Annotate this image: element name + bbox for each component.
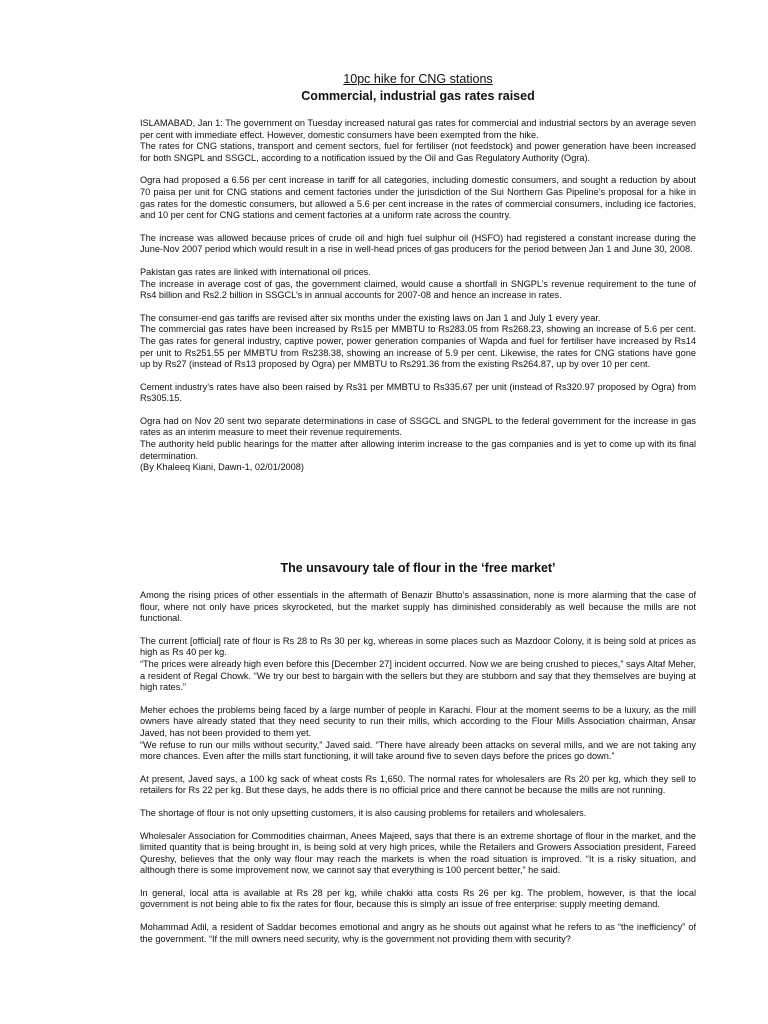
- paragraph: [140, 636, 696, 694]
- paragraph-line: Ogra had on Nov 20 sent two separate determinations in case of SSGCL and SNGPL to the federal government for the increase in gas rates as an interim measure to meet their revenue requirements.: [140, 415, 696, 438]
- paragraph: [140, 705, 696, 763]
- paragraph: [140, 922, 696, 945]
- paragraph-line: Mohammad Adil, a resident of Saddar becomes emotional and angry as he shouts out against what he refers to as “the inefficiency” of the government. “If the mill owners need security, why is the government not providing them with security?: [140, 922, 696, 944]
- article-headline: Commercial, industrial gas rates raised: [301, 89, 535, 103]
- paragraph-line: Meher echoes the problems being faced by a large number of people in Karachi. Flour at the moment seems to be a luxury, as the mill owners have already stated that they need security to run their mills, which according to the Flour Mills Association chairman, Ansar Javed, has not been provided to them yet.: [140, 704, 696, 738]
- paragraph: [140, 808, 696, 820]
- paragraph-line: Ogra had proposed a 6.56 per cent increase in tariff for all categories, including domestic consumers, and sought a reduction by about 70 paisa per unit for CNG stations and cement factories under the jurisdiction of the Sui Northern Gas Pipeline’s proposal for a hike in gas rates for the domestic consumers, but allowed a 5.6 per cent increase in the rates of commercial consumers, including ice factories, and 10 per cent for CNG stations and cement factories at a uniform rate across the country.: [140, 175, 696, 221]
- paragraph-line: The increase in average cost of gas, the government claimed, would cause a shortfall in SNGPL’s revenue requirement to the tune of Rs4 billion and Rs2.2 billion in SSGCL’s in annual accounts for 2007-08 and hence an increase in rates.: [140, 278, 696, 301]
- paragraph-line: The consumer-end gas tariffs are revised after six months under the existing laws on Jan 1 and July 1 every year.: [140, 312, 601, 323]
- paragraph: [140, 774, 696, 797]
- paragraph-line: “We refuse to run our mills without security,” Javed said. “There have already been attacks on several mills, and we are not taking any more chances. Even after the mills start functioning, it will take around five to seven days before the prices go down.”: [140, 739, 696, 762]
- article-body: [140, 118, 696, 474]
- paragraph-line: Wholesaler Association for Commodities chairman, Anees Majeed, says that there is an extreme shortage of flour in the market, and the limited quantity that is being brought in, is being sold at very high prices, while the Retailers and Growers Association president, Fareed Qureshy, believes that the only way flour may reach the markets is when the road situation is improved. “It is a risky situation, and although there is some improvement now, we cannot say that everything is 100 percent better,” he said.: [140, 830, 696, 876]
- article-body: [140, 590, 696, 945]
- paragraph-line: Pakistan gas rates are linked with international oil prices.: [140, 266, 371, 277]
- article-flour: [140, 561, 696, 956]
- article-headline: The unsavoury tale of flour in the ‘free market’: [280, 561, 556, 575]
- paragraph-line: ISLAMABAD, Jan 1: The government on Tuesday increased natural gas rates for commercial and industrial sectors by an average seven per cent with immediate effect. However, domestic consumers have been exempted from the hike.: [140, 118, 696, 140]
- paragraph: [140, 888, 696, 911]
- paragraph: [140, 831, 696, 877]
- paragraph-line: At present, Javed says, a 100 kg sack of wheat costs Rs 1,650. The normal rates for wholesalers are Rs 20 per kg, which they sell to retailers for Rs 22 per kg. But these days, he adds there is no official price and there cannot be because the mills are not running.: [140, 773, 696, 796]
- paragraph: [140, 175, 696, 221]
- paragraph: [140, 267, 696, 302]
- paragraph-line: In general, local atta is available at Rs 28 per kg, while chakki atta costs Rs 26 per kg. The problem, however, is that the local government is not being able to fix the rates for flour, because this is simply an issue of free enterprise: supply meeting demand.: [140, 887, 696, 910]
- paragraph-line: The rates for CNG stations, transport and cement sectors, fuel for fertiliser (not feedstock) and power generation have been increased for both SNGPL and SSGCL, according to a notification issued by the Oil and Gas Regulatory Authority (Ogra).: [140, 141, 696, 163]
- paragraph-line: (By Khaleeq Kiani, Dawn-1, 02/01/2008): [140, 462, 304, 473]
- paragraph-line: Among the rising prices of other essentials in the aftermath of Benazir Bhutto’s assassination, none is more alarming that the case of flour, where not only have prices skyrocketed, but the market supply has diminished considerably as well because the mills are not functional.: [140, 590, 696, 624]
- paragraph-line: The shortage of flour is not only upsetting customers, it is also causing problems for retailers and wholesalers.: [140, 807, 587, 818]
- paragraph: [140, 382, 696, 405]
- paragraph: [140, 233, 696, 256]
- paragraph-line: “The prices were already high even before this [December 27] incident occurred. Now we are being crushed to pieces,” says Altaf Meher, a resident of Regal Chowk. “We try our best to bargain with the sellers but they are stubborn and say that they themselves are buying at high rates.”: [140, 658, 696, 693]
- paragraph-line: Cement industry’s rates have also been raised by Rs31 per MMBTU to Rs335.67 per unit (instead of Rs320.97 proposed by Ogra) from Rs305.15.: [140, 381, 696, 404]
- article-gas-rates: [140, 72, 696, 485]
- paragraph: [140, 590, 696, 625]
- paragraph-line: The authority held public hearings for the matter after allowing interim increase to the gas companies and is yet to come up with its final determination.: [140, 439, 696, 461]
- paragraph-line: The commercial gas rates have been increased by Rs15 per MMBTU to Rs283.05 from Rs268.23, showing an increase of 5.6 per cent. The gas rates for general industry, captive power, power generation companies of Wapda and fuel for fertiliser have increased by Rs14 per unit to Rs251.55 per MMBTU from Rs238.38, showing an increase of 5.9 per cent. Likewise, the rates for CNG stations have gone up by Rs27 (instead of Rs13 proposed by Ogra) per MMBTU to Rs291.36 from the existing Rs264.87, up by over 10 per cent.: [140, 324, 696, 370]
- paragraph-line: The current [official] rate of flour is Rs 28 to Rs 30 per kg, whereas in some places such as Mazdoor Colony, it is being sold at prices as high as Rs 40 per kg.: [140, 635, 696, 658]
- paragraph: [140, 416, 696, 474]
- paragraph: [140, 313, 696, 371]
- paragraph: [140, 118, 696, 164]
- paragraph-line: The increase was allowed because prices of crude oil and high fuel sulphur oil (HSFO) had registered a constant increase during the June-Nov 2007 period which would result in a rise in well-head prices of gas producers for the period between Jan 1 and June 30, 2008.: [140, 232, 696, 255]
- article-kicker: 10pc hike for CNG stations: [343, 72, 493, 86]
